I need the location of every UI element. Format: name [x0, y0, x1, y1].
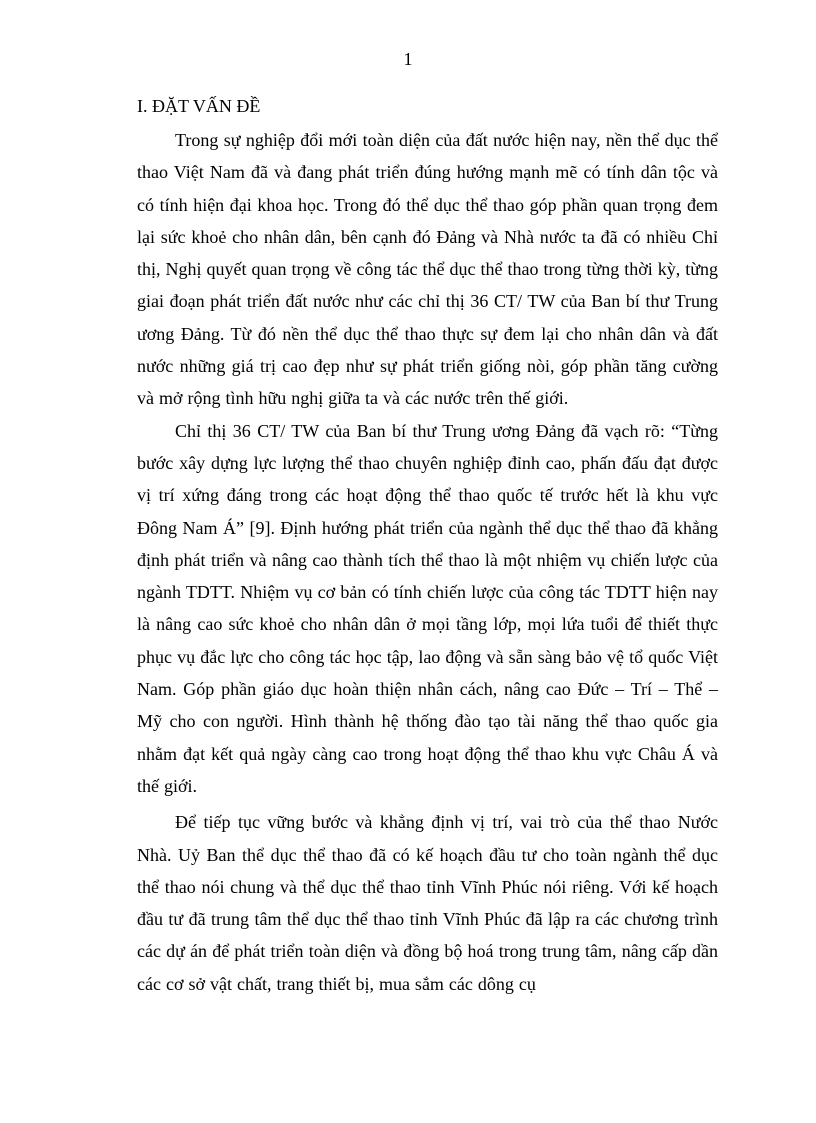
section-heading: I. ĐẶT VẤN ĐỀ [137, 96, 261, 116]
paragraph-2: Chỉ thị 36 CT/ TW của Ban bí thư Trung ương Đảng đã vạch rõ: “Từng bước xây dựng lực lượng thể thao chuyên nghiệp đỉnh cao, phấn đấu đạt được vị trí xứng đáng trong các hoạt động thể thao quốc tế trước hết là khu vực Đông Nam Á” [9]. Định hướng phát triển của ngành thể dục thể thao đã khẳng định phát triển và nâng cao thành tích thể thao là một nhiệm vụ chiến lược của ngành TDTT. Nhiệm vụ cơ bản có tính chiến lược của công tác TDTT hiện nay là nâng cao sức khoẻ cho nhân dân ở mọi tầng lớp, mọi lứa tuổi để thiết thực phục vụ đắc lực cho công tác học tập, lao động và sẵn sàng bảo vệ tổ quốc Việt Nam. Góp phần giáo dục hoàn thiện nhân cách, nâng cao Đức – Trí – Thể – Mỹ cho con người. Hình thành hệ thống đào tạo tài năng thể thao quốc gia nhằm đạt kết quả ngày càng cao trong hoạt động thể thao khu vực Châu Á và thế giới. [137, 420, 718, 796]
paragraph-3: Để tiếp tục vững bước và khẳng định vị trí, vai trò của thể thao Nước Nhà. Uỷ Ban thể dục thể thao đã có kế hoạch đầu tư cho toàn ngành thể dục thể thao nói chung và thể dục thể thao tỉnh Vĩnh Phúc nói riêng. Với kế hoạch đầu tư đã trung tâm thể dục thể thao tỉnh Vĩnh Phúc đã lập ra các chương trình các dự án để phát triển toàn diện và đồng bộ hoá trong trung tâm, nâng cấp dần các cơ sở vật chất, trang thiết bị, mua sắm các dông cụ [137, 812, 718, 994]
paragraph-1: Trong sự nghiệp đổi mới toàn diện của đất nước hiện nay, nền thể dục thể thao Việt Nam đã và đang phát triển đúng hướng mạnh mẽ có tính dân tộc và có tính hiện đại khoa học. Trong đó thể dục thể thao góp phần quan trọng đem lại sức khoẻ cho nhân dân, bên cạnh đó Đảng và Nhà nước ta đã có nhiều Chỉ thị, Nghị quyết quan trọng về công tác thể dục thể thao trong từng thời kỳ, từng giai đoạn phát triển đất nước như các chỉ thị 36 CT/ TW của Ban bí thư Trung ương Đảng. Từ đó nền thể dục thể thao thực sự đem lại cho nhân dân và đất nước những giá trị cao đẹp như sự phát triển giống nòi, góp phần tăng cường và mở rộng tình hữu nghị giữa ta và các nước trên thế giới. [137, 130, 718, 409]
body-text [137, 124, 718, 1000]
page-number: 1 [403, 49, 413, 69]
